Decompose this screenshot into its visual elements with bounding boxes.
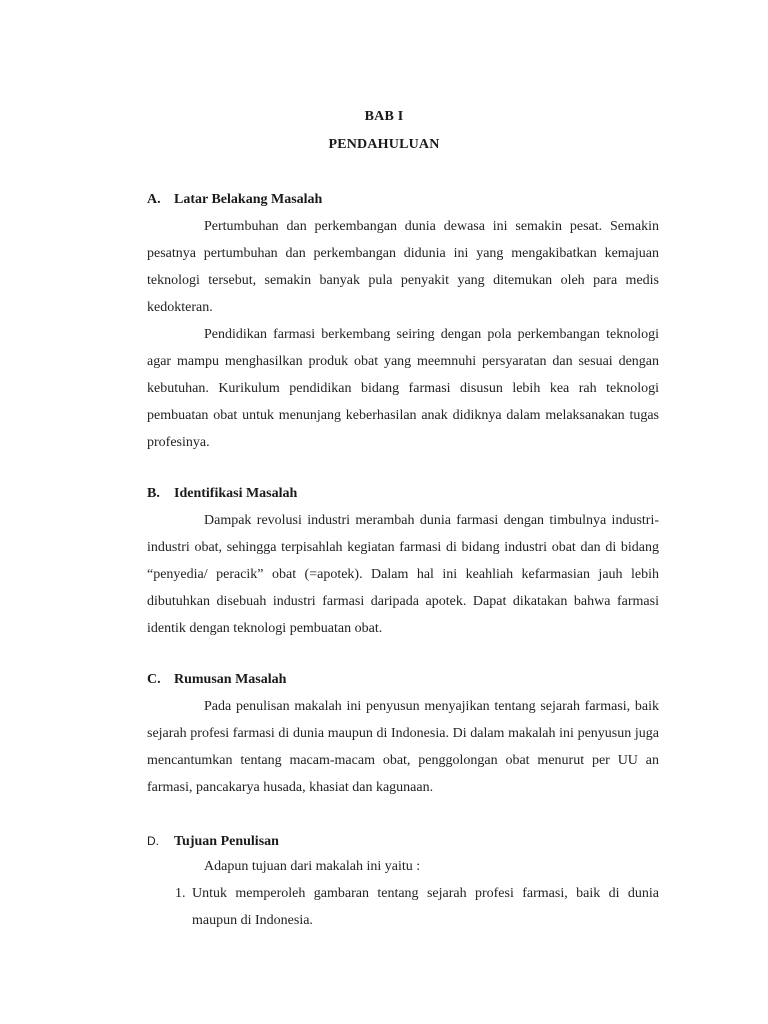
- section-d-heading: [147, 832, 279, 851]
- list-item-text: Untuk memperoleh gambaran tentang sejarah profesi farmasi, baik di dunia maupun di Indonesia.: [192, 886, 659, 928]
- section-c-letter: C.: [147, 672, 161, 687]
- section-b-paragraph-1: Dampak revolusi industri merambah dunia farmasi dengan timbulnya industri-industri obat, sehingga terpisahlah kegiatan farmasi di bidang industri obat dan di bidang “penyedia/ peracik” obat (=apotek). Dalam hal ini keahliah kefarmasian jauh lebih dibutuhkan disebuah industri farmasi daripada apotek. Dapat dikatakan bahwa farmasi identik dengan teknologi pembuatan obat.: [147, 513, 659, 636]
- objectives-list: [175, 880, 659, 934]
- section-b-heading: [147, 485, 297, 503]
- section-c-heading: [147, 671, 286, 689]
- chapter-title: PENDAHULUAN: [328, 137, 440, 152]
- section-d-letter: D.: [147, 834, 159, 848]
- section-a-heading: [147, 191, 322, 209]
- section-a-title: Latar Belakang Masalah: [174, 192, 323, 207]
- chapter-number: BAB I: [364, 109, 404, 124]
- section-c-title: Rumusan Masalah: [174, 672, 287, 687]
- list-item: [175, 880, 659, 934]
- section-a-letter: A.: [147, 192, 161, 207]
- section-d-intro: Adapun tujuan dari makalah ini yaitu :: [204, 859, 421, 874]
- section-b-title: Identifikasi Masalah: [174, 486, 298, 501]
- section-c-paragraph-1: Pada penulisan makalah ini penyusun menyajikan tentang sejarah farmasi, baik sejarah profesi farmasi di dunia maupun di Indonesia. Di dalam makalah ini penyusun juga mencantumkan tentang macam-macam obat, penggolongan obat menurut per UU an farmasi, pancakarya husada, khasiat dan kagunaan.: [147, 699, 659, 795]
- section-d-title: Tujuan Penulisan: [174, 834, 279, 849]
- list-item-marker: 1.: [175, 886, 186, 901]
- section-b-letter: B.: [147, 486, 160, 501]
- section-a-paragraph-2: Pendidikan farmasi berkembang seiring dengan pola perkembangan teknologi agar mampu menghasilkan produk obat yang meemnuhi persyaratan dan sesuai dengan kebutuhan. Kurikulum pendidikan bidang farmasi disusun lebih kea rah teknologi pembuatan obat untuk menunjang keberhasilan anak didiknya dalam melaksanakan tugas profesinya.: [147, 327, 659, 450]
- section-a-paragraph-1: Pertumbuhan dan perkembangan dunia dewasa ini semakin pesat. Semakin pesatnya pertumbuhan dan perkembangan didunia ini yang mengakibatkan kemajuan teknologi tersebut, semakin banyak pula penyakit yang ditemukan oleh para medis kedokteran.: [147, 219, 659, 315]
